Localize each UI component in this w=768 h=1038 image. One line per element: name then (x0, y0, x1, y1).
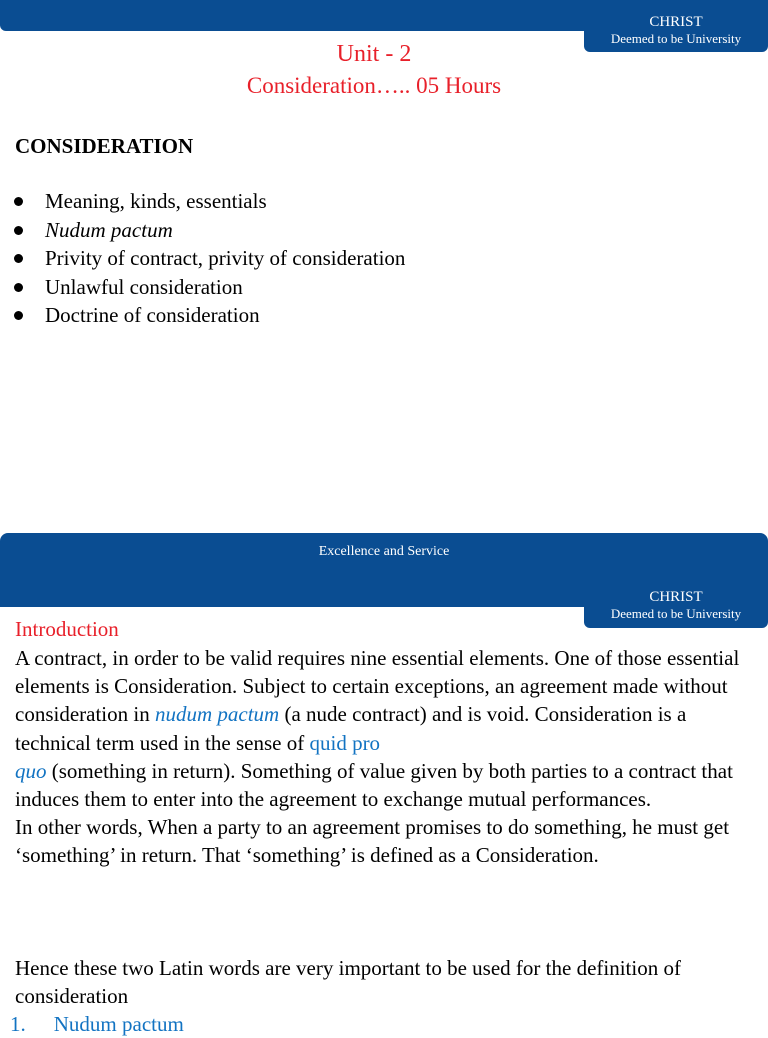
section-heading: CONSIDERATION (15, 134, 194, 158)
text-run: A contract, in order to be valid requires nine essential elements. One of those essential elements is Consideration. Subject to certain exceptions, an agreement made without consideration in (15, 646, 740, 727)
unit-subtitle: Consideration….. 05 Hours (246, 73, 502, 98)
logo-line-2: Deemed to be University (610, 31, 742, 46)
term-nudum-pactum: nudum pactum (154, 702, 280, 727)
numbered-item (10, 1010, 184, 1038)
logo-line-2: Deemed to be University (610, 606, 742, 621)
item-number: 1. (10, 1012, 26, 1036)
term-quo: quo (15, 758, 47, 783)
footer-tagline: Excellence and Service (318, 544, 450, 559)
item-text: Nudum pactum (53, 1012, 184, 1036)
logo-line-1: CHRIST (649, 589, 703, 605)
list-item: Unlawful consideration (14, 273, 714, 302)
unit-title: Unit - 2 (336, 41, 412, 67)
introduction-heading: Introduction (15, 617, 119, 641)
list-item: Doctrine of consideration (14, 301, 714, 330)
text-run: (something in return). Something of value given by both parties to a contract that induces them to enter into the agreement to exchange mutual performances. (15, 758, 733, 812)
logo-line-1: CHRIST (649, 14, 703, 30)
paragraph-3: Hence these two Latin words are very important to be used for the definition of consideration (15, 956, 681, 1009)
text-run: (a nude contract) and is void. Consideration is a technical term used in the sense of (15, 702, 687, 755)
intro-paragraph (15, 644, 760, 870)
paragraph-2: In other words, When a party to an agreement promises to do something, he must get ‘something’ in return. That ‘something’ is defined as a Consideration. (15, 815, 730, 868)
term-quid-pro: quid pro (309, 730, 381, 755)
list-item: Nudum pactum (14, 216, 714, 245)
topic-list (14, 187, 714, 330)
university-logo-2 (584, 588, 768, 628)
list-item: Privity of contract, privity of consideration (14, 244, 714, 273)
paragraph-1 (15, 644, 760, 813)
list-item: Meaning, kinds, essentials (14, 187, 714, 216)
